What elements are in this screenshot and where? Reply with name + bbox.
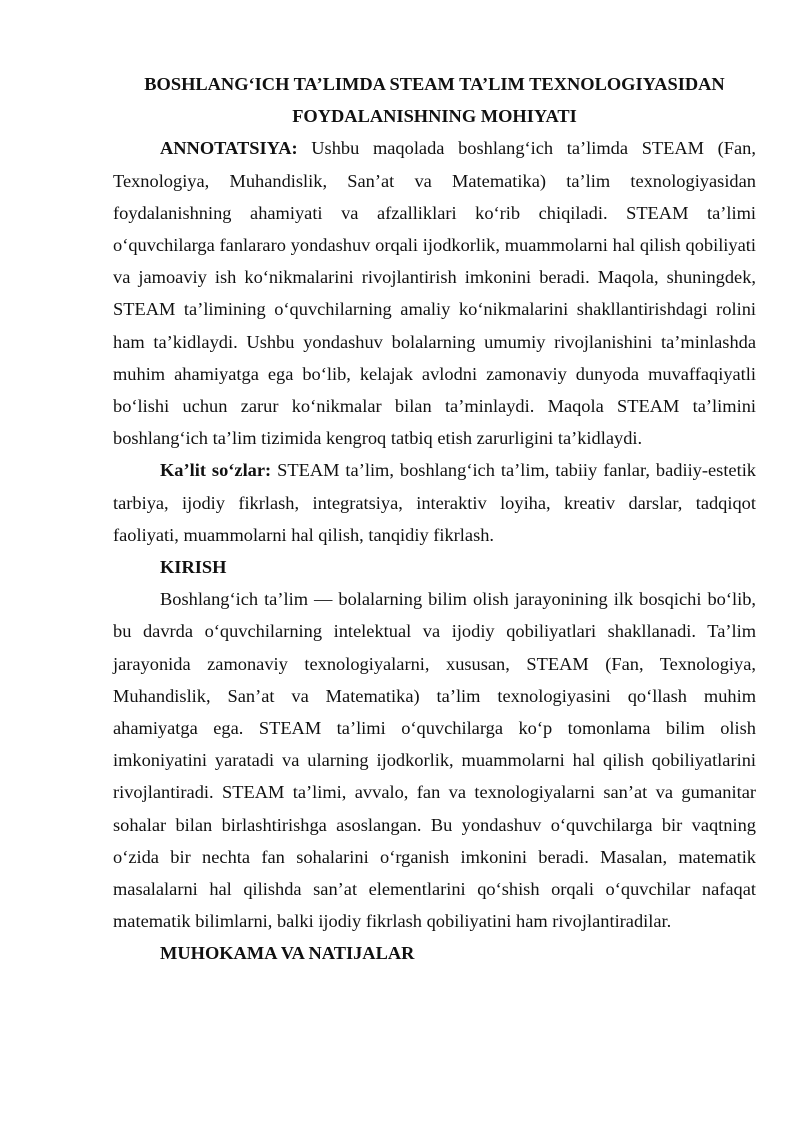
paper-title-line-2: FOYDALANISHNING MOHIYATI <box>292 106 577 127</box>
introduction-heading: KIRISH <box>160 557 227 578</box>
keywords-paragraph <box>113 454 756 551</box>
paper-title <box>113 68 756 132</box>
paper-title-line-1: BOSHLANG‘ICH TA’LIMDA STEAM TA’LIM TEXNOLOGIYASIDAN <box>144 74 725 94</box>
abstract-label: ANNOTATSIYA: <box>160 138 298 159</box>
abstract-text: Ushbu maqolada boshlang‘ich ta’limda STEAM (Fan, Texnologiya, Muhandislik, San’at va Matematika) ta’lim texnologiyasidan foydalanishning ahamiyati va afzalliklari ko‘rib chiqiladi. STEAM ta’limi o‘quvchilarga fanlararo yondashuv orqali ijodkorlik, muammolarni hal qilish qobiliyati va jamoaviy ish ko‘nikmalarini rivojlantirish imkonini beradi. Maqola, shuningdek, STEAM ta’limining o‘quvchilarning amaliy ko‘nikmalarini shakllantirishdagi rolini ham ta’kidlaydi. Ushbu yondashuv bolalarning umumiy rivojlanishini ta’minlashda muhim ahamiyatga ega bo‘lib, kelajak avlodni zamonaviy dunyoda muvaffaqiyatli bo‘lishi uchun zarur ko‘nikmalar bilan ta’minlaydi. Maqola STEAM ta’limini boshlang‘ich ta’lim tizimida kengroq tatbiq etish zarurligini ta’kidlaydi. <box>113 138 756 449</box>
keywords-text: STEAM ta’lim, boshlang‘ich ta’lim, tabiiy fanlar, badiiy-estetik tarbiya, ijodiy fikrlash, integratsiya, interaktiv loyiha, kreativ darslar, tadqiqot faoliyati, muammolarni hal qilish, tanqidiy fikrlash. <box>113 460 756 545</box>
abstract-paragraph <box>113 132 756 454</box>
document-page <box>113 68 756 970</box>
keywords-label: Ka’lit so‘zlar: <box>160 460 272 481</box>
introduction-paragraph: Boshlang‘ich ta’lim — bolalarning bilim olish jarayonining ilk bosqichi bo‘lib, bu davrda o‘quvchilarning intelektual va ijodiy qobiliyatlari shakllanadi. Ta’lim jarayonida zamonaviy texnologiyalarni, xususan, STEAM (Fan, Texnologiya, Muhandislik, San’at va Matematika) ta’lim texnologiyasini qo‘llash muhim ahamiyatga ega. STEAM ta’limi o‘quvchilarga ko‘p tomonlama bilim olish imkoniyatini yaratadi va ularning ijodkorlik, muammolarni hal qilish qobiliyatlarini rivojlantiradi. STEAM ta’limi, avvalo, fan va texnologiyalarni san’at va gumanitar sohalar bilan birlashtirishga asoslangan. Bu yondashuv o‘quvchilarga bir vaqtning o‘zida bir nechta fan sohalarini o‘rganish imkonini beradi. Masalan, matematik masalalarni hal qilishda san’at elementlarini qo‘shish orqali o‘quvchilar nafaqat matematik bilimlarni, balki ijodiy fikrlash qobiliyatini ham rivojlantiradilar. <box>113 589 756 932</box>
discussion-heading: MUHOKAMA VA NATIJALAR <box>160 943 415 964</box>
